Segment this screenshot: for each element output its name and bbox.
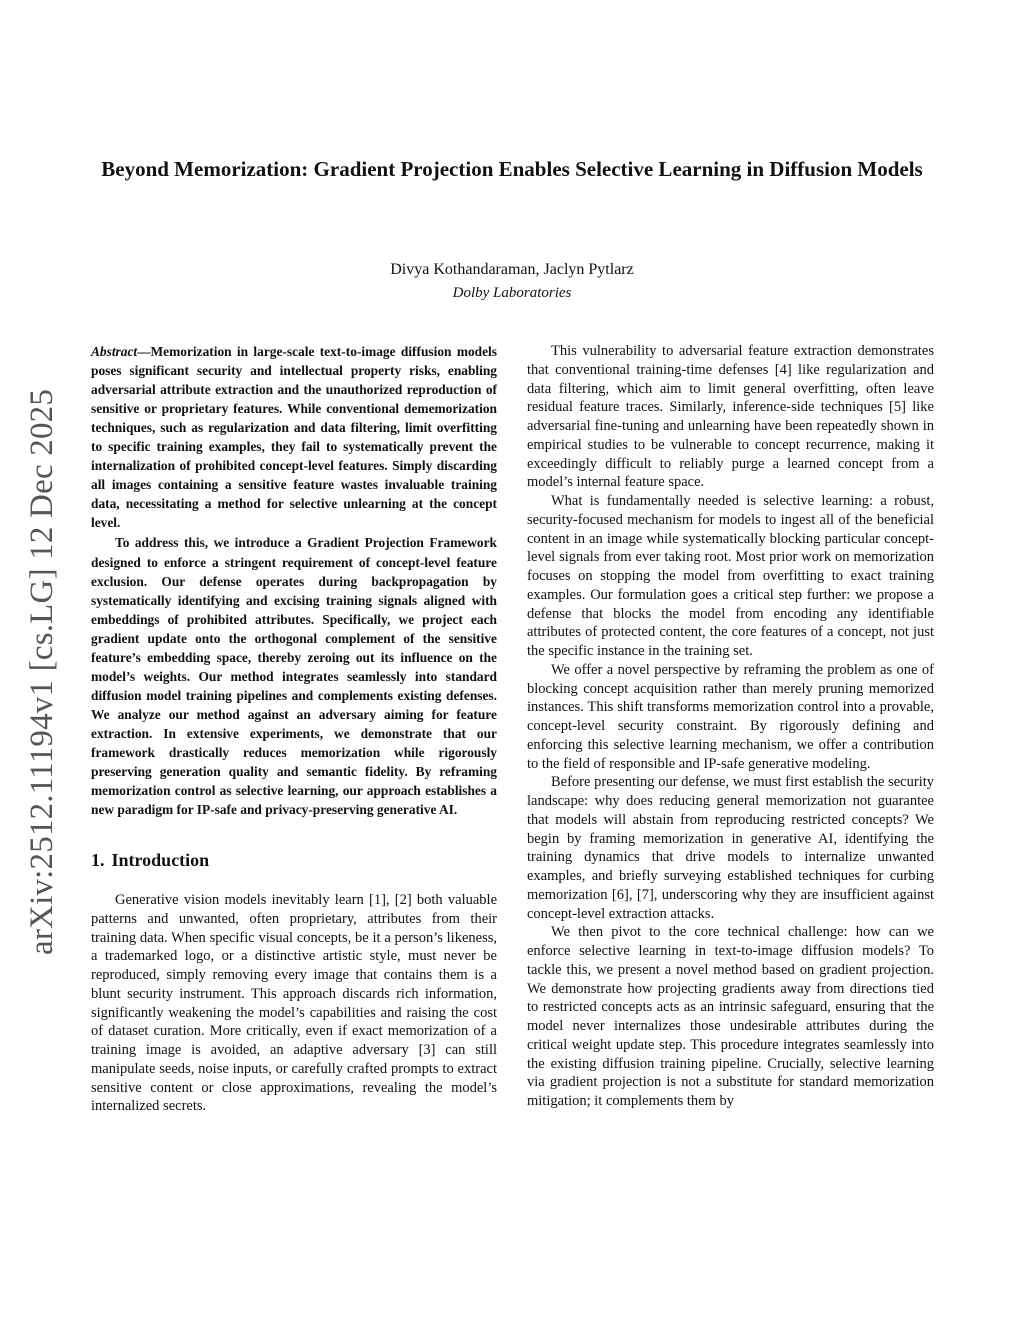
author-list: Divya Kothandaraman, Jaclyn Pytlarz xyxy=(390,261,634,278)
intro-paragraph-5: Before presenting our defense, we must first establish the security landscape: why does reducing general memorization not guarantee that models will abstain from reproducing restricted concepts? We begin by framing memorization in generative AI, identifying the training dynamics that drive models to internalize unwanted examples, and briefly surveying established techniques for curbing memorization [6], [7], underscoring why they are insufficient against concept-level extraction attacks. xyxy=(527,774,934,922)
abstract-label: Abstract xyxy=(91,344,138,359)
arxiv-identifier: arXiv:2512.11194v1 [cs.LG] 12 Dec 2025 xyxy=(24,388,60,955)
abstract-text-1: —Memorization in large-scale text-to-image diffusion models poses significant security and intellectual property risks, enabling adversarial attribute extraction and the unauthorized reproduction of sensitive or proprietary features. While conventional dememorization techniques, such as regularization and data filtering, limit overfitting to specific training examples, they fail to systematically prevent the internalization of prohibited concept-level features. Simply discarding all images containing a sensitive feature wastes invaluable training data, necessitating a method for selective unlearning at the concept level. xyxy=(91,344,497,531)
intro-paragraph-1: Generative vision models inevitably learn [1], [2] both valuable patterns and unwanted, often proprietary, attributes from their training data. When specific visual concepts, be it a person’s likeness, a trademarked logo, or a distinctive artistic style, must never be reproduced, simply removing every image that contains them is a blunt security instrument. This approach discards rich information, significantly weakening the model’s capabilities and raising the cost of dataset curation. More critically, even if exact memorization of a training image is avoided, an adaptive adversary [3] can still manipulate seeds, noise inputs, or carefully crafted prompts to extract sensitive content or close approximations, revealing the model’s internalized secrets. xyxy=(91,892,497,1115)
paper-title: Beyond Memorization: Gradient Projection Enables Selective Learning in Diffusion Models xyxy=(101,157,923,181)
abstract-paragraph-2: To address this, we introduce a Gradient Projection Framework designed to enforce a stringent requirement of concept-level feature exclusion. Our defense operates during backpropagation by systematically identifying and excising training signals aligned with embeddings of prohibited attributes. Specifically, we project each gradient update onto the orthogonal complement of the sensitive feature’s embedding space, thereby zeroing out its influence on the model’s weights. Our method integrates seamlessly into standard diffusion model training pipelines and complements existing defenses. We analyze our method against an adversary aiming for feature extraction. In extensive experiments, we demonstrate that our framework drastically reduces memorization while rigorously preserving generation quality and semantic fidelity. By reframing memorization control as selective learning, our approach establishes a new paradigm for IP-safe and privacy-preserving generative AI. xyxy=(91,535,497,818)
abstract xyxy=(91,342,497,819)
intro-paragraph-4: We offer a novel perspective by reframing the problem as one of blocking concept acquisition rather than merely pruning memorized instances. This shift transforms memorization control into a provable, concept-level security constraint. By rigorously defining and enforcing this selective learning mechanism, we offer a contribution to the field of responsible and IP-safe generative modeling. xyxy=(527,661,934,772)
intro-paragraph-6: We then pivot to the core technical challenge: how can we enforce selective learning in text-to-image diffusion models? To tackle this, we present a novel method based on gradient projection. We demonstrate how projecting gradients away from directions tied to restricted concepts acts as an intrinsic safeguard, ensuring that the model never internalizes those undesirable attributes during the critical weight update step. This procedure integrates seamlessly into the existing diffusion training pipeline. Crucially, selective learning via gradient projection is not a substitute for standard memorization mitigation; it complements them by xyxy=(527,924,934,1109)
section-title: Introduction xyxy=(111,850,210,871)
author-affiliation: Dolby Laboratories xyxy=(452,285,572,301)
section-number: 1. xyxy=(91,850,105,871)
section-heading-introduction xyxy=(91,849,497,871)
intro-paragraph-2: This vulnerability to adversarial feature extraction demonstrates that conventional training-time defenses [4] like regularization and data filtering, which aim to limit general overfitting, often leave residual feature traces. Similarly, inference-side techniques [5] like adversarial fine-tuning and unlearning have been repeatedly shown in empirical studies to be vulnerable to concept recurrence, making it exceedingly difficult to reliably purge a learned concept from a model’s internal feature space. xyxy=(527,343,934,491)
intro-paragraph-3: What is fundamentally needed is selective learning: a robust, security-focused mechanism for models to ingest all of the beneficial content in an image while systematically blocking particular concept-level signals from ever taking root. Most prior work on memorization focuses on stopping the model from overfitting to exact training examples. Our formulation goes a critical step further: we propose a defense that blocks the model from encoding any identifiable attributes of protected content, the core features of a concept, not just the specific instance in the training set. xyxy=(527,493,934,659)
left-column xyxy=(91,342,497,1116)
right-column xyxy=(527,342,934,1111)
abstract-paragraph-1 xyxy=(91,342,497,532)
